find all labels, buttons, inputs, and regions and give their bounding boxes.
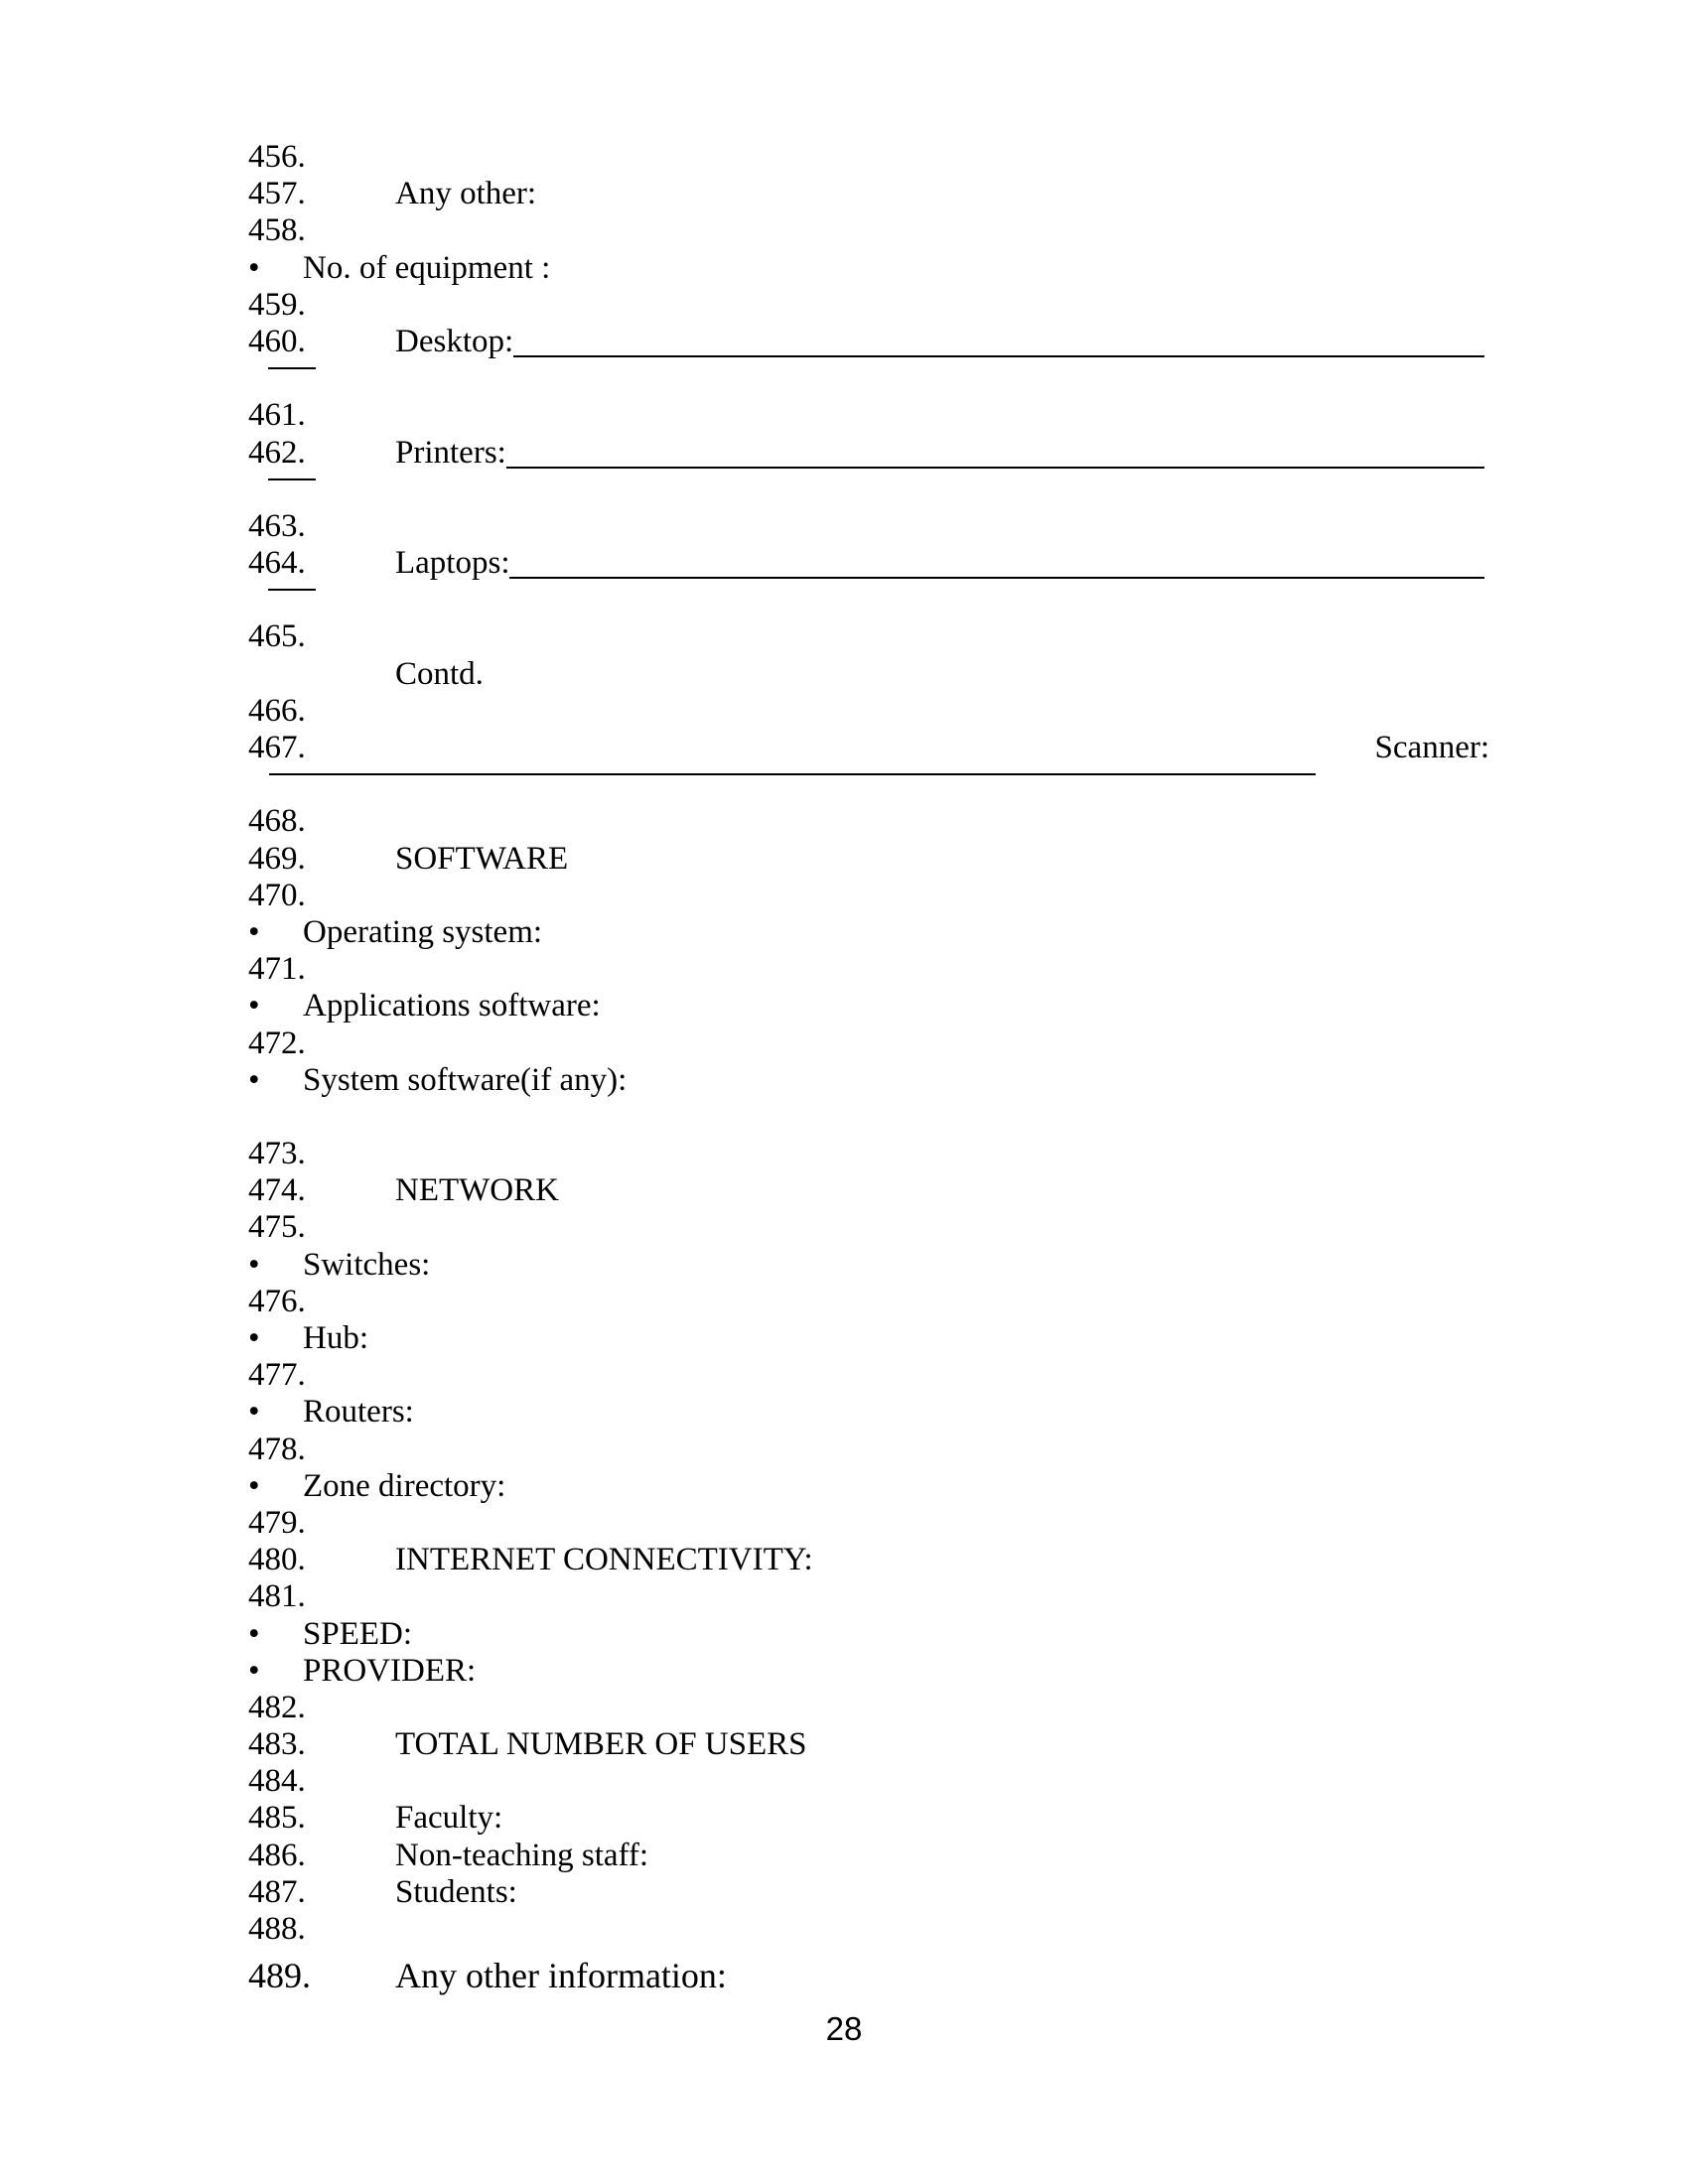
numbered-list-item: [0, 1357, 1688, 1394]
bullet-list-item: [0, 1653, 1688, 1690]
fill-in-blank-line[interactable]: [268, 588, 316, 591]
item-number: 479.: [248, 1504, 306, 1541]
bullet-list-item: [0, 988, 1688, 1024]
blank-line: [0, 1099, 1688, 1136]
numbered-list-item: [0, 397, 1688, 434]
numbered-list-item: [0, 841, 1688, 878]
scanner-field-blank-line: [0, 766, 1688, 803]
item-label: Contd.: [395, 655, 484, 692]
item-label: INTERNET CONNECTIVITY:: [395, 1542, 813, 1578]
item-number: 489.: [248, 1956, 311, 1996]
numbered-list-item: [0, 139, 1688, 176]
bullet-icon: •: [248, 913, 260, 950]
item-number: 473.: [248, 1136, 306, 1172]
numbered-list-item: [0, 287, 1688, 324]
bullet-list-item: [0, 1394, 1688, 1431]
bullet-icon: •: [248, 988, 260, 1024]
numbered-list-item: [0, 1690, 1688, 1726]
item-number: 488.: [248, 1911, 306, 1947]
item-label: NETWORK: [395, 1172, 559, 1209]
numbered-list-item: [0, 1578, 1688, 1615]
bullet-icon: •: [248, 1615, 260, 1652]
document-body: [0, 139, 1688, 1994]
numbered-list-item: [0, 1505, 1688, 1542]
numbered-list-item: [0, 545, 1688, 582]
numbered-list-item: [0, 324, 1688, 360]
item-label: TOTAL NUMBER OF USERS: [395, 1726, 807, 1763]
item-number: 460.: [248, 323, 306, 359]
field-blank-wrap-line: [0, 582, 1688, 618]
item-number: 477.: [248, 1357, 306, 1394]
numbered-list-item: [0, 1838, 1688, 1874]
fill-in-blank-line[interactable]: [268, 366, 316, 369]
numbered-list-item: [0, 1958, 1688, 1994]
numbered-list-item: [0, 176, 1688, 212]
item-label: Students:: [395, 1873, 517, 1910]
fill-in-blank-line[interactable]: [268, 478, 316, 480]
item-number: 459.: [248, 286, 306, 323]
numbered-list-item: [0, 693, 1688, 730]
item-number: 466.: [248, 692, 306, 729]
numbered-list-item: [0, 508, 1688, 545]
numbered-list-item: [0, 1432, 1688, 1468]
item-number: 463.: [248, 507, 306, 544]
item-number: 462.: [248, 434, 306, 471]
item-number: 478.: [248, 1431, 306, 1467]
bullet-icon: •: [248, 1246, 260, 1283]
numbered-list-item: [0, 1209, 1688, 1246]
item-number: 465.: [248, 618, 306, 655]
bullet-list-item: [0, 250, 1688, 287]
item-label: Routers:: [303, 1394, 414, 1431]
item-number: 487.: [248, 1873, 306, 1910]
item-number: 456.: [248, 139, 306, 175]
item-number: 457.: [248, 176, 306, 212]
numbered-list-item: [0, 1542, 1688, 1578]
numbered-list-item: [0, 1172, 1688, 1209]
item-number: 485.: [248, 1800, 306, 1837]
continuation-label-line: [0, 656, 1688, 693]
item-number: 481.: [248, 1578, 306, 1615]
numbered-list-item: [0, 212, 1688, 249]
field-blank-wrap-line: [0, 360, 1688, 397]
numbered-list-item: [0, 618, 1688, 655]
bullet-icon: •: [248, 1394, 260, 1431]
item-label: Any other information:: [395, 1956, 727, 1996]
numbered-list-item: [0, 951, 1688, 988]
numbered-list-item: [0, 1763, 1688, 1800]
item-label: Scanner:: [1374, 730, 1489, 765]
fill-in-blank-line[interactable]: [513, 354, 1484, 357]
numbered-list-item: [0, 435, 1688, 472]
numbered-list-item: [0, 1911, 1688, 1948]
item-number: 470.: [248, 877, 306, 913]
bullet-icon: •: [248, 1467, 260, 1504]
item-number: 464.: [248, 545, 306, 582]
bullet-list-item: [0, 1320, 1688, 1357]
item-number: 486.: [248, 1837, 306, 1873]
item-number: 484.: [248, 1763, 306, 1800]
item-number: 474.: [248, 1172, 306, 1209]
item-number: 483.: [248, 1726, 306, 1763]
item-number: 482.: [248, 1689, 306, 1725]
item-label: Applications software:: [303, 988, 601, 1024]
item-label: Operating system:: [303, 913, 543, 950]
page-number: 28: [825, 2010, 863, 2047]
numbered-list-item: [0, 1874, 1688, 1911]
fill-in-blank-line[interactable]: [506, 466, 1484, 469]
item-label: Any other:: [395, 176, 537, 212]
bullet-list-item: [0, 914, 1688, 951]
numbered-list-item: [0, 878, 1688, 914]
item-label: Faculty:: [395, 1800, 503, 1837]
bullet-icon: •: [248, 249, 260, 286]
item-number: 467.: [248, 730, 306, 765]
numbered-list-item: [0, 1025, 1688, 1062]
numbered-list-item: [0, 1284, 1688, 1320]
item-number: 472.: [248, 1024, 306, 1061]
item-label: Non-teaching staff:: [395, 1837, 649, 1873]
item-label: Laptops:: [395, 545, 510, 582]
item-number: 468.: [248, 803, 306, 840]
numbered-list-item: [0, 730, 1688, 766]
numbered-list-item: [0, 1726, 1688, 1763]
item-label: SPEED:: [303, 1615, 413, 1652]
item-number: 469.: [248, 840, 306, 877]
item-label: Hub:: [303, 1320, 368, 1356]
item-label: Printers:: [395, 434, 506, 471]
item-number: 475.: [248, 1209, 306, 1246]
item-label: PROVIDER:: [303, 1652, 477, 1689]
item-number: 476.: [248, 1283, 306, 1319]
bullet-icon: •: [248, 1061, 260, 1098]
bullet-icon: •: [248, 1320, 260, 1356]
item-label: System software(if any):: [303, 1061, 628, 1098]
item-label: Switches:: [303, 1246, 431, 1283]
bullet-list-item: [0, 1616, 1688, 1653]
item-number: 461.: [248, 397, 306, 434]
bullet-list-item: [0, 1062, 1688, 1099]
fill-in-blank-line[interactable]: [269, 772, 1316, 775]
item-number: 471.: [248, 951, 306, 988]
numbered-list-item: [0, 1136, 1688, 1172]
numbered-list-item: [0, 1800, 1688, 1837]
field-blank-wrap-line: [0, 472, 1688, 508]
bullet-list-item: [0, 1247, 1688, 1284]
bullet-list-item: [0, 1468, 1688, 1505]
fill-in-blank-line[interactable]: [509, 576, 1484, 579]
item-number: 480.: [248, 1542, 306, 1578]
item-number: 458.: [248, 212, 306, 249]
item-label: SOFTWARE: [395, 840, 569, 877]
item-label: Desktop:: [395, 323, 514, 359]
bullet-icon: •: [248, 1652, 260, 1689]
item-label: Zone directory:: [303, 1467, 506, 1504]
item-label: No. of equipment :: [303, 249, 551, 286]
numbered-list-item: [0, 803, 1688, 840]
